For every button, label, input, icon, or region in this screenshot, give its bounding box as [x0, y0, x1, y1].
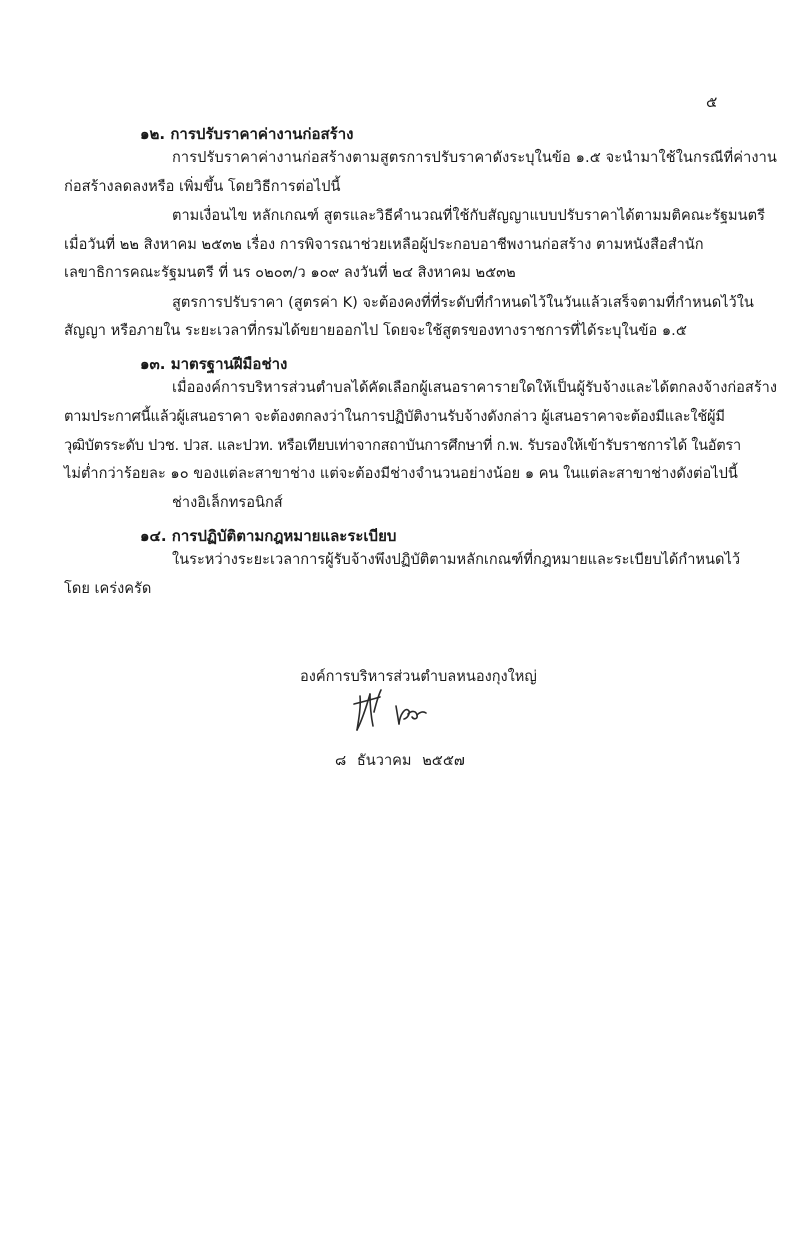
section-13-heading: ๑๓. มาตรฐานฝีมือช่าง	[140, 355, 288, 373]
page-number: ๕	[706, 93, 718, 111]
section-13-line: เมื่อองค์การบริหารส่วนตำบลได้คัดเลือกผู้เสนอราคารายใดให้เป็นผู้รับจ้างและได้ตกลงจ้างก่อสร้าง	[172, 379, 777, 396]
section-13-line: วุฒิบัตรระดับ ปวช. ปวส. และปวท. หรือเทียบเท่าจากสถาบันการศึกษาที่ ก.พ. รับรองให้เข้ารับราชการได้ ในอัตรา	[64, 437, 741, 454]
section-12-line: การปรับราคาค่างานก่อสร้างตามสูตรการปรับราคาดังระบุในข้อ ๑.๕ จะนำมาใช้ในกรณีที่ค่างาน	[172, 149, 777, 166]
section-12-line: ก่อสร้างลดลงหรือ เพิ่มขึ้น โดยวิธีการต่อไปนี้	[64, 178, 341, 195]
section-13-line: ไม่ต่ำกว่าร้อยละ ๑๐ ของแต่ละสาขาช่าง แต่จะต้องมีช่างจำนวนอย่างน้อย ๑ คน ในแต่ละสาขาช่างดังต่อไปนี้	[64, 465, 738, 482]
section-13-line: ช่างอิเล็กทรอนิกส์	[172, 494, 283, 511]
signature-date: ๘ ธันวาคม ๒๕๕๗	[335, 752, 465, 769]
section-12-line: เมื่อวันที่ ๒๒ สิงหาคม ๒๕๓๒ เรื่อง การพิจารณาช่วยเหลือผู้ประกอบอาชีพงานก่อสร้าง ตามหนังสือสำนัก	[64, 236, 704, 253]
organization-name: องค์การบริหารส่วนตำบลหนองกุงใหญ่	[300, 668, 537, 685]
section-14-line: โดย เคร่งครัด	[64, 580, 152, 597]
handwritten-signature	[350, 684, 440, 734]
section-12-line: สัญญา หรือภายใน ระยะเวลาที่กรมได้ขยายออกไป โดยจะใช้สูตรของทางราชการที่ได้ระบุในข้อ ๑.๕	[64, 322, 687, 339]
section-13-line: ตามประกาศนี้แล้วผู้เสนอราคา จะต้องตกลงว่าในการปฏิบัติงานรับจ้างดังกล่าว ผู้เสนอราคาจะต้องมีและใช้ผู้มี	[64, 408, 725, 425]
section-12-line: เลขาธิการคณะรัฐมนตรี ที่ นร ๐๒๐๓/ว ๑๐๙ ลงวันที่ ๒๔ สิงหาคม ๒๕๓๒	[64, 264, 516, 281]
section-14-line: ในระหว่างระยะเวลาการผู้รับจ้างพึงปฏิบัติตามหลักเกณฑ์ที่กฎหมายและระเบียบได้กำหนดไว้	[172, 551, 741, 568]
section-12-heading: ๑๒. การปรับราคาค่างานก่อสร้าง	[140, 125, 354, 143]
section-12-line: สูตรการปรับราคา (สูตรค่า K) จะต้องคงที่ที่ระดับที่กำหนดไว้ในวันแล้วเสร็จตามที่กำหนดไว้ใน	[172, 294, 754, 311]
section-14-heading: ๑๔. การปฏิบัติตามกฎหมายและระเบียบ	[140, 527, 397, 545]
section-12-line: ตามเงื่อนไข หลักเกณฑ์ สูตรและวิธีคำนวณที่ใช้กับสัญญาแบบปรับราคาได้ตามมติคณะรัฐมนตรี	[172, 207, 765, 224]
